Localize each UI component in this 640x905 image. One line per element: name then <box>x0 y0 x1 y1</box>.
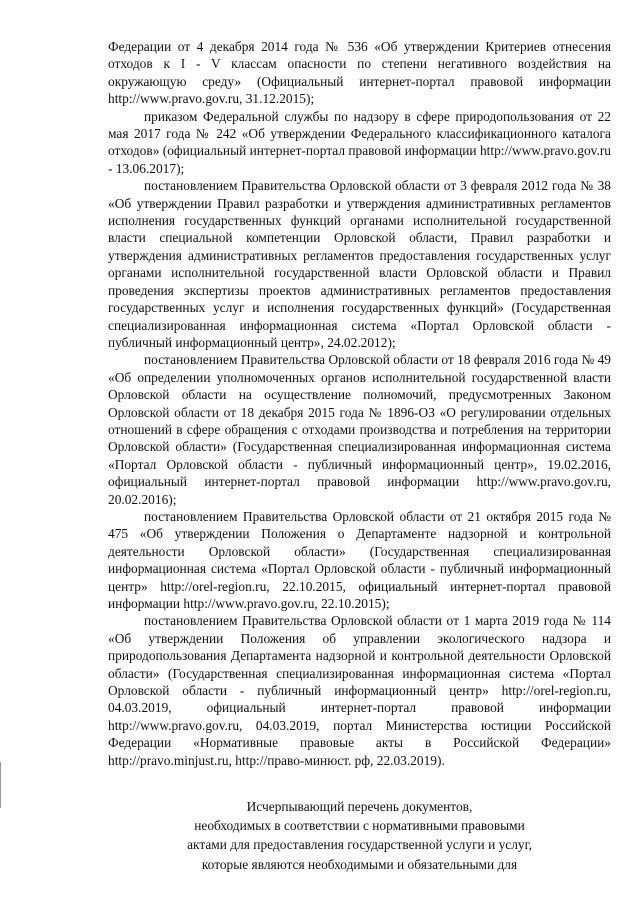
paragraph-order-242: приказом Федеральной службы по надзору в сфере природопользования от 22 мая 2017 года № 242 «Об утверждении Федерального классификационного каталога отходов» (официальный интернет-портал правовой информации http://www.pravo.gov.ru - 13.06.2017); <box>108 108 611 176</box>
document-page <box>108 38 611 874</box>
paragraph-resolution-475: постановлением Правительства Орловской области от 21 октября 2015 года № 475 «Об утверждении Положения о Департаменте надзорной и контрольной деятельности Орловской области» (Государственная специализированная информационная система «Портал Орловской области - публичный информационный центр» http://orel-region.ru, 22.10.2015, официальный интернет-портал правовой информации http://www.pravo.gov.ru, 22.10.2015); <box>108 508 611 611</box>
paragraph-resolution-49: постановлением Правительства Орловской области от 18 февраля 2016 года № 49 «Об определении уполномоченных органов исполнительной государственной власти Орловской области на осуществление полномочий, предусмотренных Законом Орловской области от 18 декабря 2015 года № 1896-ОЗ «О регулировании отдельных отношений в сфере обращения с отходами производства и потребления на территории Орловской области» (Государственная специализированная информационная система «Портал Орловской области - публичный информационный центр», 19.02.2016, официальный интернет-портал правовой информации http://www.pravo.gov.ru, 20.02.2016); <box>108 352 611 507</box>
heading-line: необходимых в соответствии с нормативными правовыми <box>194 818 525 834</box>
heading-line: Исчерпывающий перечень документов, <box>246 799 473 815</box>
section-heading <box>108 797 611 874</box>
heading-line: которые являются необходимыми и обязательными для <box>201 856 518 872</box>
paragraph-resolution-114: постановлением Правительства Орловской области от 1 марта 2019 года № 114 «Об утверждении Положения об управлении экологического надзора и природопользования Департамента надзорной и контрольной деятельности Орловской области» (Государственная специализированная информационная система «Портал Орловской области - публичный информационный центр» http://orel-region.ru, 04.03.2019, официальный интернет-портал правовой информации http://www.pravo.gov.ru, 04.03.2019, портал Министерства юстиции Российской Федерации «Нормативные правовые акты в Российской Федерации» http://pravo.minjust.ru, http://право-минюст. рф, 22.03.2019). <box>108 613 611 768</box>
paragraph-resolution-38: постановлением Правительства Орловской области от 3 февраля 2012 года № 38 «Об утверждении Правил разработки и утверждения административных регламентов исполнения государственных функций органами исполнительной государственной власти специальной компетенции Орловской области, Правил разработки и утверждения административных регламентов предоставления государственных услуг органами исполнительной государственной власти Орловской области и Правил проведения экспертизы проектов административных регламентов предоставления государственных услуг и исполнения государственных функций» (Государственная специализированная информационная система «Портал Орловской области - публичный информационный центр», 24.02.2012); <box>108 178 611 350</box>
paragraph-federal-decree-536: Федерации от 4 декабря 2014 года № 536 «Об утверждении Критериев отнесения отходов к I - V классам опасности по степени негативного воздействия на окружающую среду» (Официальный интернет-портал правовой информации http://www.pravo.gov.ru, 31.12.2015); <box>108 39 611 107</box>
page-edge-mark <box>0 762 1 808</box>
heading-line: актами для предоставления государственной услуги и услуг, <box>187 837 532 853</box>
